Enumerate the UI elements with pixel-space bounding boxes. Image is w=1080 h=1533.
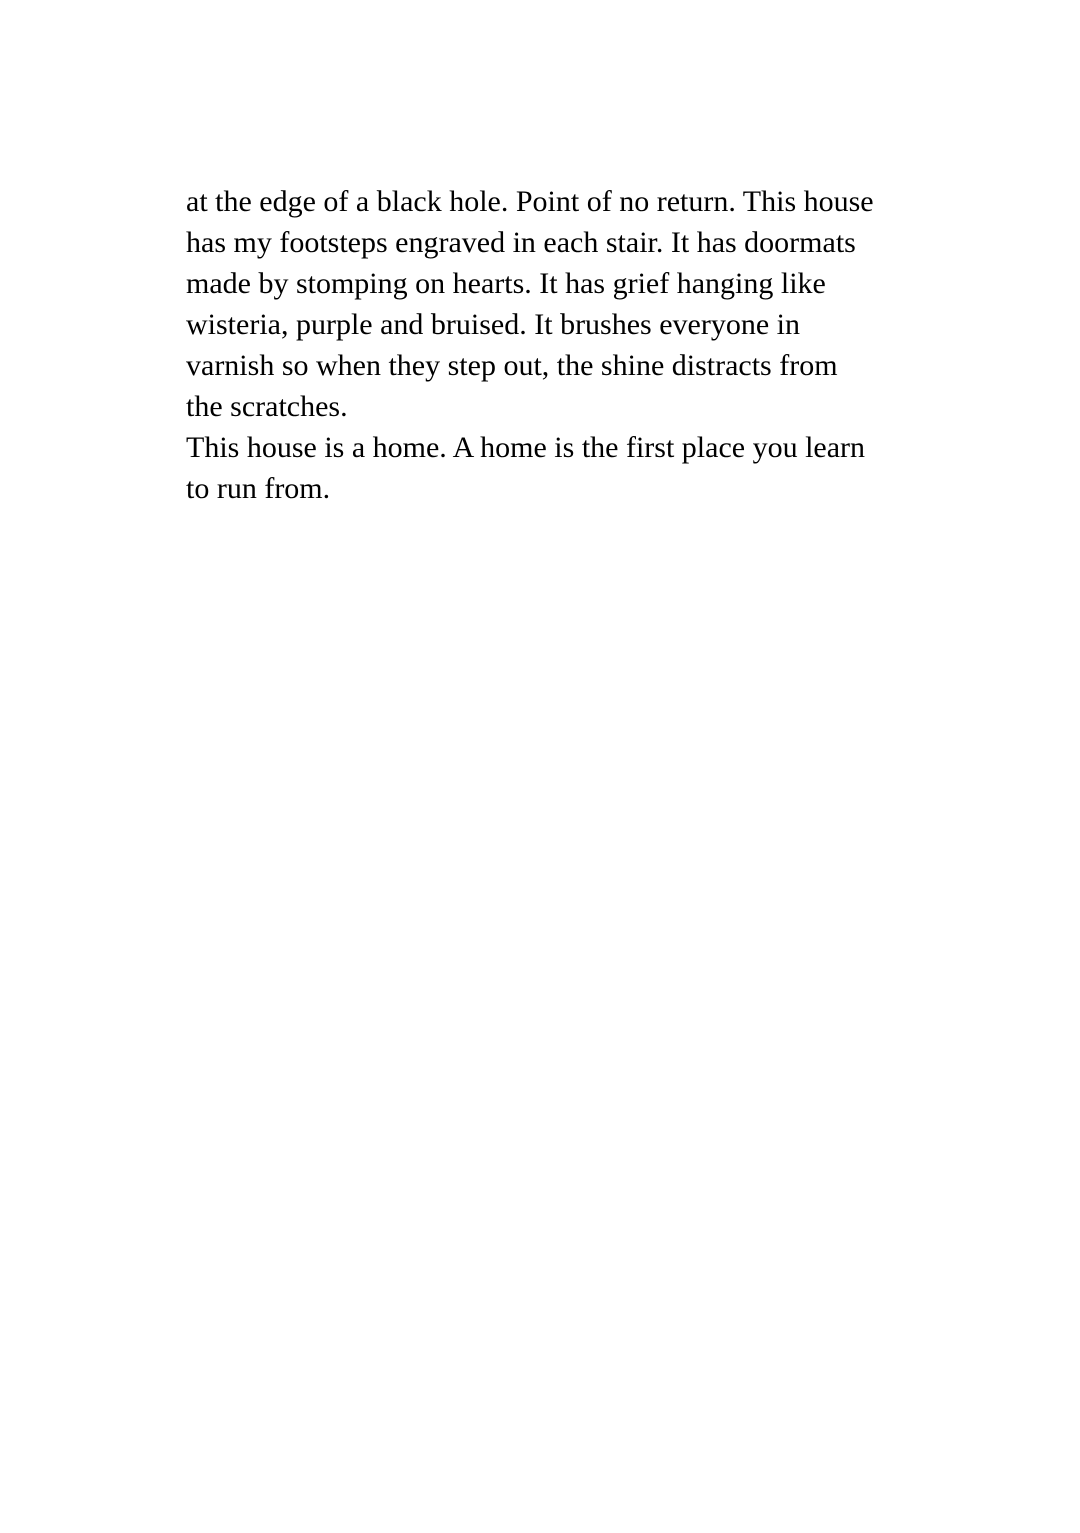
text-line: the scratches. — [186, 390, 348, 423]
body-text — [186, 181, 906, 509]
text-line: wisteria, purple and bruised. It brushes everyone in — [186, 308, 800, 341]
text-line: to run from. — [186, 472, 331, 505]
text-line: made by stomping on hearts. It has grief hanging like — [186, 267, 826, 300]
text-line: has my footsteps engraved in each stair. It has doormats — [186, 226, 856, 259]
text-line: at the edge of a black hole. Point of no return. This house — [186, 185, 874, 218]
text-line: varnish so when they step out, the shine distracts from — [186, 349, 838, 382]
text-line: This house is a home. A home is the first place you learn — [186, 431, 866, 464]
